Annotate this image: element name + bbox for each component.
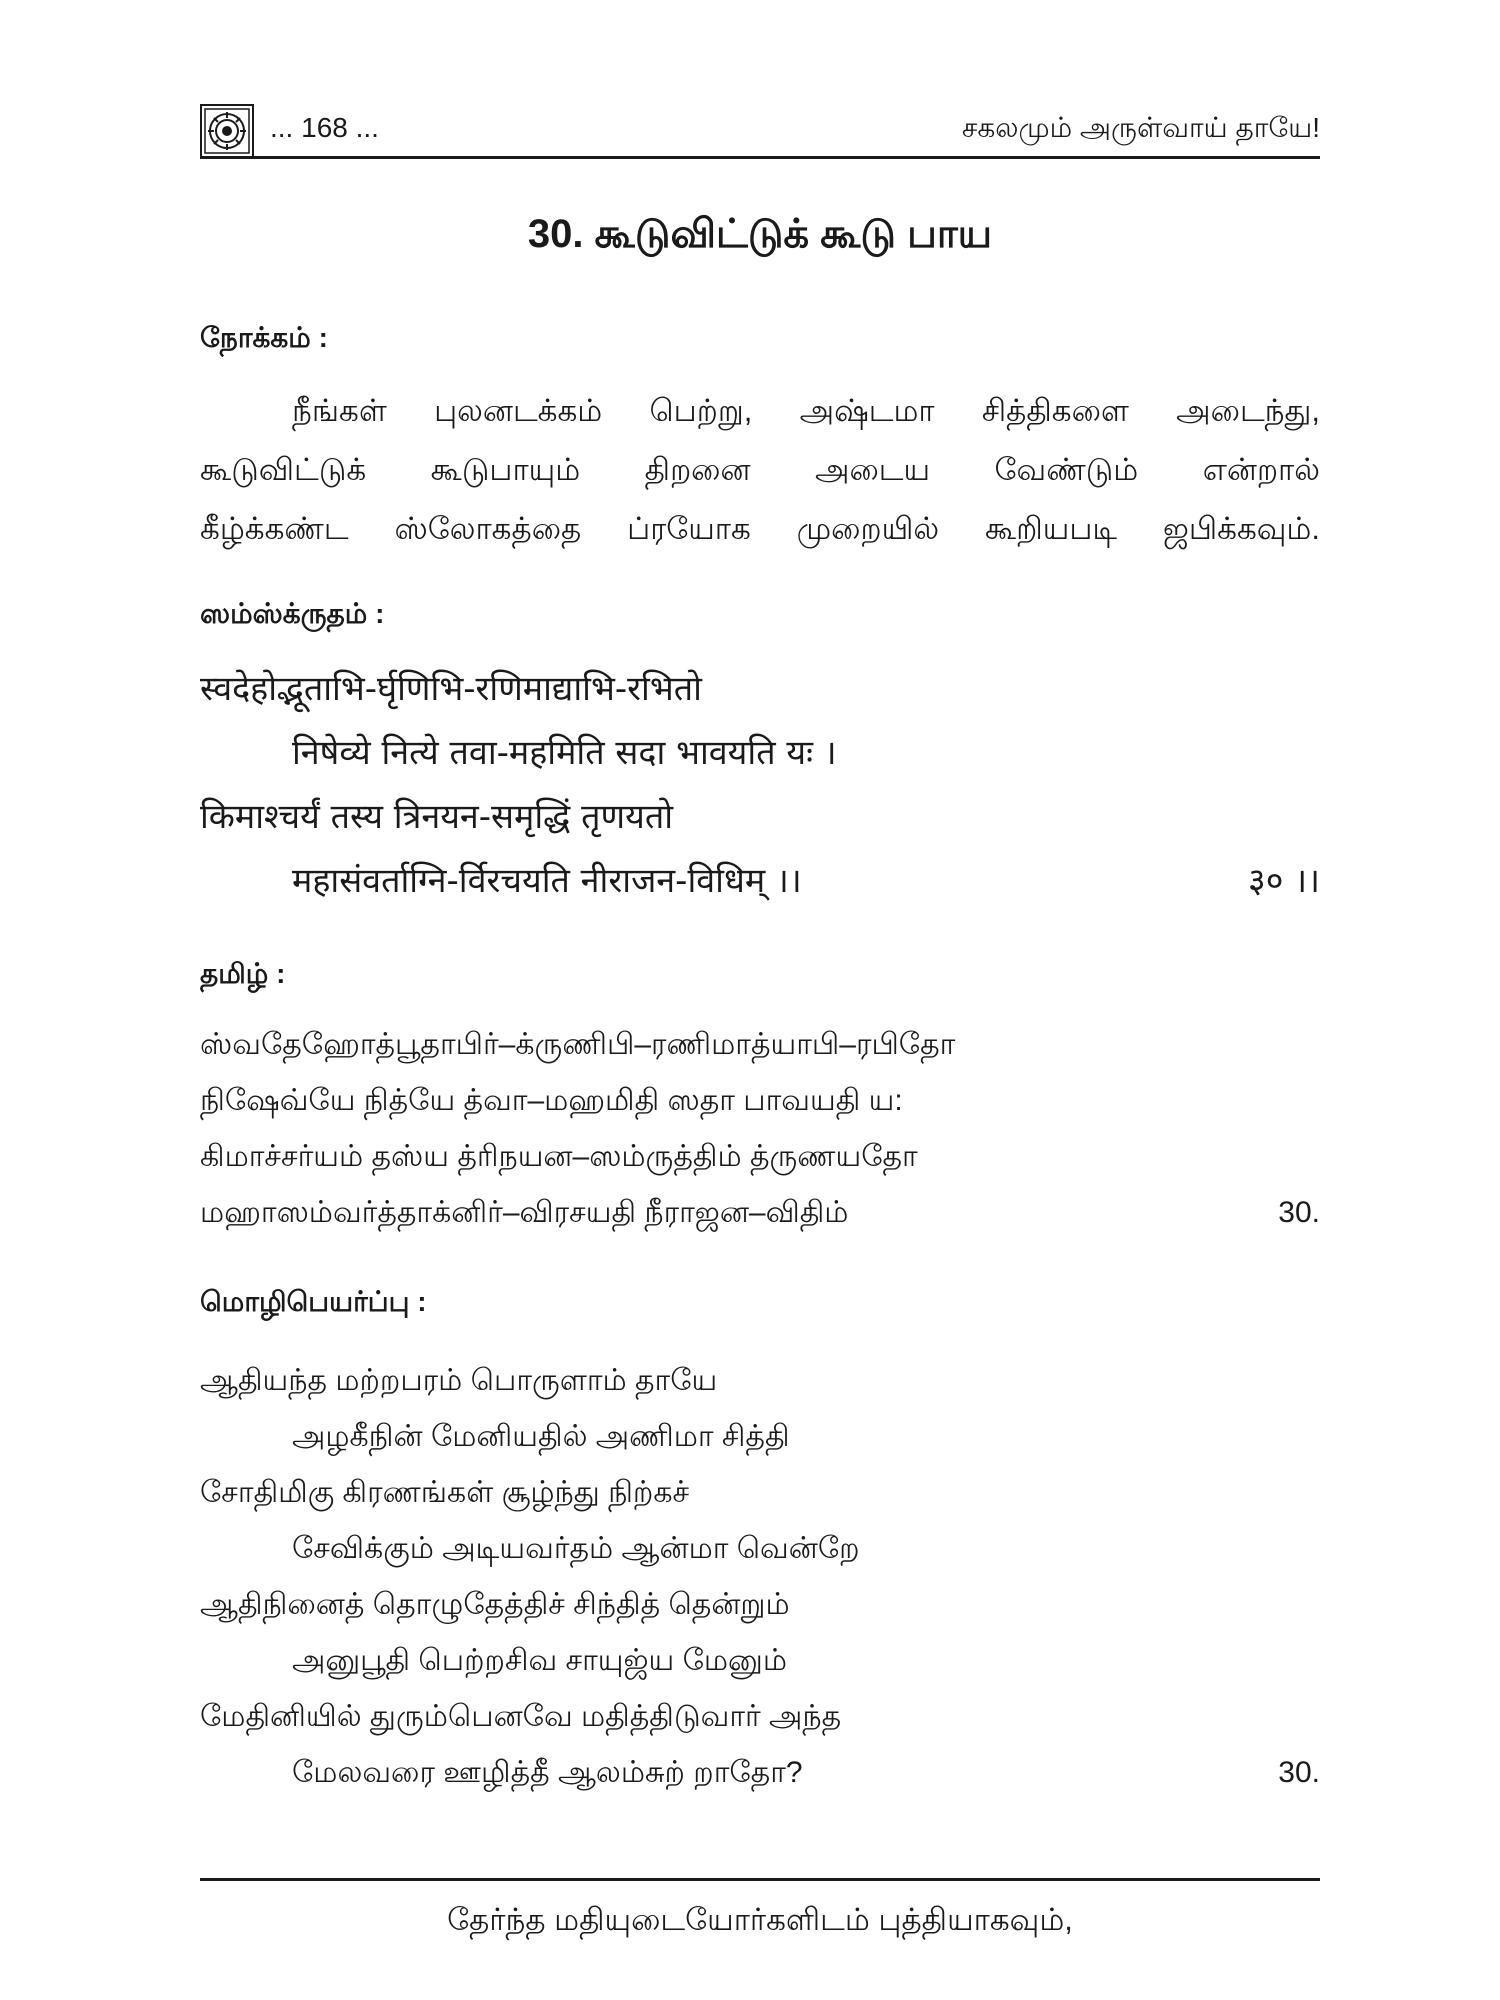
footer-divider	[200, 1878, 1320, 1881]
tamil-line: கிமாச்சர்யம் தஸ்ய த்ரிநயன–ஸம்ருத்திம் த்ருணயதோ	[200, 1140, 918, 1173]
page-header	[200, 100, 1320, 160]
tamil-verse-number: 30.	[1278, 1196, 1320, 1229]
translation-line: மேலவரை ஊழித்தீ ஆலம்சுற் றாதோ?	[292, 1756, 803, 1789]
page-number: ... 168 ...	[270, 112, 379, 143]
translation-verse-number: 30.	[1278, 1756, 1320, 1789]
chapter-title: 30. கூடுவிட்டுக் கூடு பாய	[527, 212, 993, 256]
running-title: சகலமும் அருள்வாய் தாயே!	[961, 112, 1320, 143]
purpose-line: கீழ்க்கண்ட ஸ்லோகத்தை ப்ரயோக முறையில் கூறியபடி ஜபிக்கவும்.	[200, 511, 1320, 546]
header-divider	[200, 156, 1320, 159]
translation-line: சேவிக்கும் அடியவர்தம் ஆன்மா வென்றே	[292, 1532, 860, 1565]
purpose-line: கூடுவிட்டுக் கூடுபாயும் திறனை அடைய வேண்டும் என்றால்	[200, 452, 1320, 487]
sanskrit-line: महासंवर्ताग्नि-र्विरचयति नीराजन-विधिम् ।।	[292, 861, 802, 901]
translation-heading: மொழிபெயர்ப்பு :	[200, 1286, 427, 1317]
footer-text: தேர்ந்த மதியுடையோர்களிடம் புத்தியாகவும்,	[447, 1902, 1073, 1937]
sanskrit-line: निषेव्ये नित्ये तवा-महमिति सदा भावयति यः ।	[292, 733, 837, 773]
sanskrit-line: किमाश्चर्यं तस्य त्रिनयन-समृद्धिं तृणयतो	[200, 797, 674, 837]
tamil-line: ஸ்வதேஹோத்பூதாபிர்–க்ருணிபி–ரணிமாத்யாபி–ரபிதோ	[200, 1028, 956, 1061]
translation-line: மேதினியில் துரும்பெனவே மதித்திடுவார் அந்த	[200, 1700, 842, 1733]
tamil-line: மஹாஸம்வர்த்தாக்னிர்–விரசயதி நீராஜன–விதிம்	[200, 1196, 849, 1229]
sanskrit-heading: ஸம்ஸ்க்ருதம் :	[200, 598, 385, 629]
sanskrit-line: स्वदेहोद्भूताभि-र्घृणिभि-रणिमाद्याभि-रभितो	[200, 669, 702, 709]
tamil-heading: தமிழ் :	[200, 958, 286, 989]
sanskrit-verse-number: ३० ।।	[1248, 861, 1320, 901]
translation-line: அனுபூதி பெற்றசிவ சாயுஜ்ய மேனும்	[292, 1644, 787, 1677]
purpose-line: நீங்கள் புலனடக்கம் பெற்று, அஷ்டமா சித்திகளை அடைந்து,	[292, 393, 1320, 428]
translation-line: ஆதிநினைத் தொழுதேத்திச் சிந்தித் தென்றும்	[200, 1588, 790, 1621]
purpose-heading: நோக்கம் :	[200, 322, 328, 353]
tamil-line: நிஷேவ்யே நித்யே த்வா–மஹமிதி ஸதா பாவயதி ய:	[200, 1084, 903, 1117]
translation-line: ஆதியந்த மற்றபரம் பொருளாம் தாயே	[200, 1364, 718, 1397]
translation-line: சோதிமிகு கிரணங்கள் சூழ்ந்து நிற்கச்	[200, 1476, 690, 1509]
translation-line: அழகீநின் மேனியதில் அணிமா சித்தி	[292, 1420, 790, 1453]
ornament-icon	[200, 104, 254, 158]
